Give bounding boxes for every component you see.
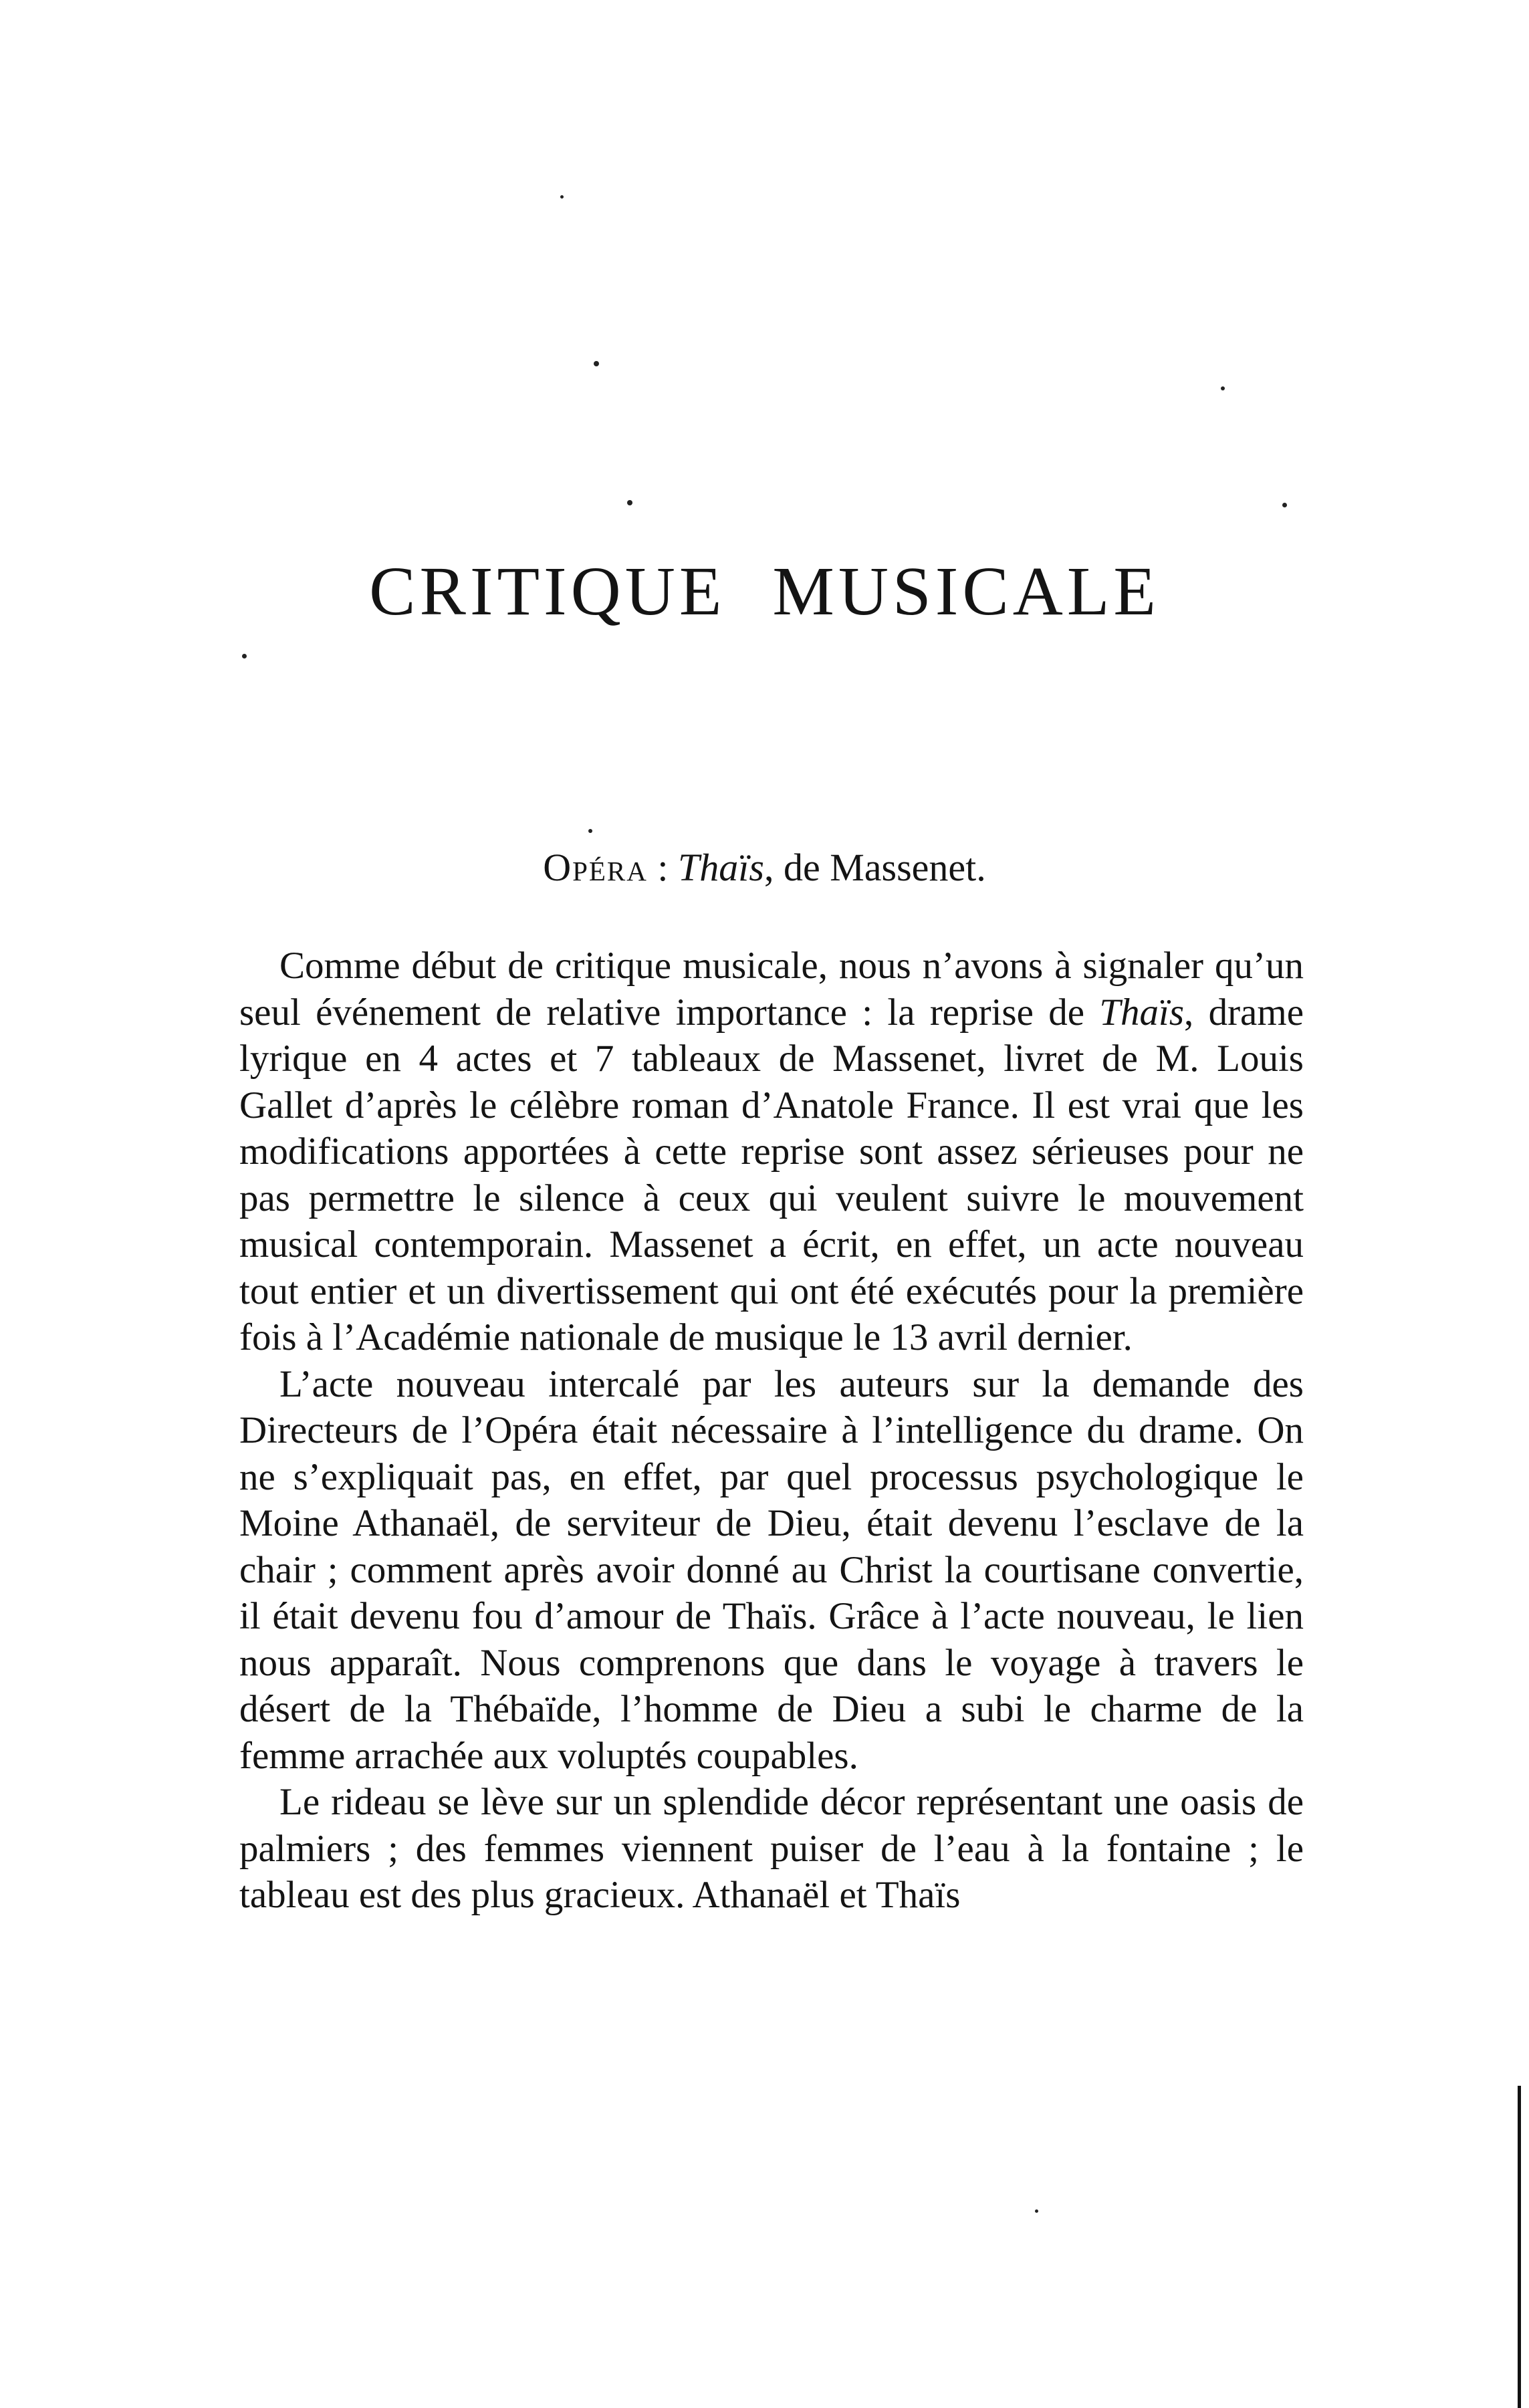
scan-speck (242, 654, 247, 658)
title-word-musicale: MUSICALE (772, 553, 1160, 630)
section-heading (0, 841, 1529, 894)
paragraph-2 (239, 1361, 1304, 1780)
paragraph-1 (239, 943, 1304, 1361)
paragraph-text: , drame lyrique en 4 actes et 7 tableaux de Massenet, livret de M. Louis Gallet d’après le célèbre roman d’Anatole France. Il est vrai que les modifications apportées à cette reprise sont assez sérieuses pour ne pas permettre le silence à ceux qui veulent suivre le mouvement musical contemporain. Massenet a écrit, en effet, un acte nouveau tout entier et un divertissement qui ont été exécutés pour la première fois à l’Académie nationale de musique le 13 avril dernier. (239, 991, 1304, 1358)
paragraph-italic: Thaïs (1099, 991, 1185, 1034)
section-separator: : (647, 846, 679, 889)
article-body (239, 943, 1304, 1919)
scan-speck (627, 500, 632, 505)
section-venue: Opéra (543, 846, 648, 889)
page-title (0, 548, 1529, 635)
section-work-title: Thaïs (678, 846, 764, 889)
scan-speck (560, 195, 564, 199)
paragraph-text: Comme début de critique musicale, nous n’avons à signaler qu’un seul événement de relative importance : la reprise de (239, 945, 1304, 1034)
title-word-critique: CRITIQUE (369, 553, 726, 630)
paragraph-text: L’acte nouveau intercalé par les auteurs sur la demande des Directeurs de l’Opéra était nécessaire à l’intelligence du drame. On ne s’expliquait pas, en effet, par quel processus psychologique le Moine Athanaël, de serviteur de Dieu, était devenu l’esclave de la chair ; comment après avoir donné au Christ la courtisane convertie, il était devenu fou d’amour de Thaïs. Grâce à l’acte nouveau, le lien nous apparaît. Nous comprenons que dans le voyage à travers le désert de la Thébaïde, l’homme de Dieu a subi le charme de la femme arrachée aux voluptés coupables. (239, 1362, 1304, 1777)
page-edge-line (1518, 2086, 1521, 2408)
scan-speck (1035, 2209, 1038, 2213)
paragraph-text: Le rideau se lève sur un splendide décor représentant une oasis de palmiers ; des femmes viennent puiser de l’eau à la fontaine ; le tableau est des plus gracieux. Athanaël et Thaïs (239, 1781, 1304, 1916)
scan-speck (1282, 503, 1287, 507)
scan-speck (594, 361, 599, 366)
scan-speck (588, 829, 592, 833)
scan-speck (1221, 386, 1225, 390)
section-composer: , de Massenet. (763, 846, 986, 889)
paragraph-3 (239, 1779, 1304, 1919)
